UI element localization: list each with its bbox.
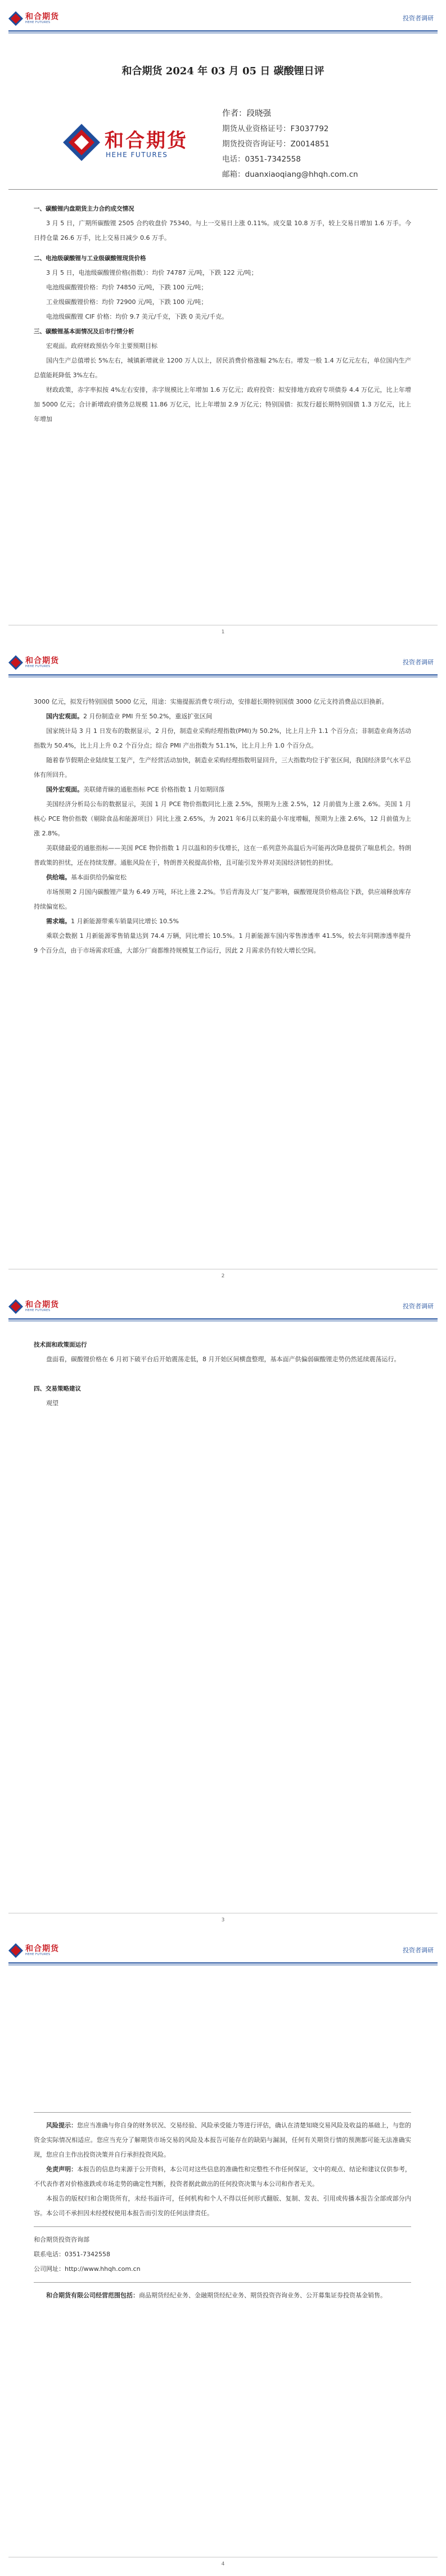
- contact-phone: 联系电话：0351-7342558: [34, 2251, 110, 2258]
- paragraph: [34, 870, 411, 885]
- header-logo: [8, 10, 59, 29]
- page-2: [0, 644, 446, 1288]
- paragraph: [34, 753, 411, 782]
- paragraph: 电池级碳酸锂 CIF 价格：均价 9.7 美元/千克，下跌 0 美元/千克。: [46, 313, 228, 320]
- cover-logo-diamond-icon: [63, 124, 100, 161]
- header-logo: [8, 1298, 59, 1317]
- brand-name: 和合期货: [25, 656, 59, 665]
- section-title: 技术面和政策面运行: [34, 1341, 87, 1348]
- para-text: 基本面供给仍偏宽松: [71, 874, 127, 881]
- logo-diamond-icon: [8, 655, 23, 670]
- license-number: 期货从业资格证号：F3037792: [222, 124, 329, 133]
- report-tag: 投资者调研: [403, 15, 434, 22]
- brand-name: 和合期货: [25, 1300, 59, 1309]
- page2-body: [34, 695, 411, 958]
- paragraph: 盘面看，碳酸锂价格在 6 月初下破平台后开始震荡走低，8 月开始区间横盘整理，基本面产供偏弱碳酸锂走势仍然延续震荡运行。: [46, 1356, 400, 1363]
- brand-name: 和合期货: [25, 12, 59, 21]
- email: 邮箱：duanxiaoqiang@hhqh.com.cn: [222, 170, 358, 179]
- page-3: [0, 1288, 446, 1932]
- logo-diamond-icon: [8, 1299, 23, 1314]
- company-scope-label: 和合期货有限公司经营范围包括：: [46, 2292, 139, 2299]
- brand-name-en: HEHE FUTURES: [25, 21, 51, 24]
- para-lead: 国外宏观面。: [46, 786, 83, 793]
- page1-body: [34, 202, 411, 427]
- disclaimer-text: 本报告的信息均来源于公开资料，本公司对这些信息的准确性和完整性不作任何保证，文中的观点、结论和建议仅供参考，不代表作者对价格涨跌或市场走势的确定性判断，投资者据此做出的任何投资决策与本公司和作者无关。: [34, 2166, 411, 2188]
- info-rule: [8, 189, 438, 190]
- logo-diamond-icon: [8, 11, 23, 26]
- paragraph: 电池级碳酸锂价格：均价 74850 元/吨，下跌 100 元/吨；: [46, 284, 208, 291]
- paragraph: 3 月 5 日，电池级碳酸锂价格(指数）：均价 74787 元/吨，下跌 122 元/吨；: [46, 269, 258, 276]
- company-website[interactable]: 公司网址：http://www.hhqh.com.cn: [34, 2265, 141, 2273]
- paragraph: [34, 841, 411, 870]
- logo-diamond-icon: [8, 1943, 23, 1958]
- header-rule: [8, 30, 438, 32]
- report-tag: 投资者调研: [403, 1303, 434, 1310]
- paragraph: 财政政策，赤字率拟按 4%左右安排，赤字规模比上年增加 1.6 万亿元；政府投资：拟安排地方政府专项债券 4.4 万亿元，比上年增加 5000 亿元；合计新增政府债务总规模 11.86 万亿元，比上年增加 2.9 万亿元；特别国债：拟发行超长期特别国债 1.3 万亿元，比上年增加: [34, 386, 411, 423]
- paragraph: [34, 885, 411, 914]
- paragraph: [34, 782, 411, 797]
- header-rule: [8, 1962, 438, 1964]
- para-text: 市场预期 2 月国内碳酸锂产量为 6.49 万吨，环比上涨 2.2%。节后青海及大厂复产影响，碳酸锂现货价格高位下跌，供应端释放库存持续偏宽松。: [34, 888, 411, 910]
- brand-name-en: HEHE FUTURES: [25, 665, 51, 668]
- paragraph: [34, 724, 411, 753]
- cover-logo: [63, 119, 198, 170]
- paragraph: [34, 797, 411, 841]
- section-title: 三、碳酸锂基本面情况及后市行情分析: [34, 328, 134, 335]
- section-title: 四、交易策略建议: [34, 1385, 81, 1392]
- para-text: 乘联会数据 1 月新能源零售销量达到 74.4 万辆，同比增长 10.5%。1 月新能源车国内零售渗透率 41.5%，较去年同期渗透率提升 9 个百分点，由于市场需求旺盛，大部分厂商都维持规模复工作运行，因此 2 月需求仍有较大增长空间。: [34, 932, 411, 954]
- page-number: 1: [221, 629, 225, 635]
- header-logo: [8, 1942, 59, 1961]
- copyright-notice: 本报告的版权归和合期货所有，未经书面许可，任何机构和个人不得以任何形式翻版、复制、发表、引用或传播本报告全部或部分内容。本公司不承担因未经授权使用本报告而引发的任何法律责任。: [34, 2195, 411, 2217]
- page3-body: [34, 1338, 411, 1411]
- phone: 电话：0351-7342558: [222, 155, 301, 164]
- brand-name-en: HEHE FUTURES: [25, 1953, 51, 1956]
- risk-warning-label: 风险提示：: [46, 2122, 77, 2129]
- para-text: 国家统计局 3 月 1 日发布的数据显示，2 月份，制造业采购经理指数(PMI)为 50.2%，比上月上升 1.1 个百分点；非制造业商务活动指数为 50.4%，比上月上升 0.2 个百分点；综合 PMI 产出指数为 51.1%，比上月上升 1.0 个百分点。: [34, 727, 411, 749]
- para-text: 美联储最爱的通胀指标——美国 PCE 物价指数 1 月以温和的步伐增长，这在一系列意外高温后为可能再次降息提供了喘息机会。特朗普政策的担忧，还在持续发酵。通胀风险在于，特朗普关税提高价格，且可能引发外界对美国经济韧性的担忧。: [34, 844, 411, 866]
- header-rule: [8, 674, 438, 676]
- disclaimer-label: 免责声明：: [46, 2166, 77, 2173]
- section-title: 一、碳酸锂内盘期货主力合约成交情况: [34, 205, 134, 212]
- risk-warning: [34, 2118, 411, 2162]
- paragraph: [34, 695, 411, 709]
- paragraph: 宏观面。政府财政预估今年主要预期目标: [46, 342, 157, 350]
- para-text: 3000 亿元，拟发行特别国债 5000 亿元，用途：实施提振消费专项行动，安排超长期特别国债 3000 亿元支持消费品以旧换新。: [34, 698, 388, 705]
- disclaimer: [34, 2162, 411, 2192]
- page-number: 4: [221, 2561, 225, 2567]
- para-text: 美国经济分析局公布的数据显示，美国 1 月 PCE 物价指数同比上涨 2.5%，预期为上涨 2.5%，12 月前值为上涨 2.6%。美国 1 月核心 PCE 物价指数（剔除食品和能源项目）同比上涨 2.65%，为 2021 年6月以来的最小年度增幅，预期为上涨 2.6%，12 月前值为上涨 2.8%。: [34, 800, 411, 837]
- paragraph: 3 月 5 日，广期所碳酸锂 2505 合约收盘价 75340。与上一交易日上涨 0.11%。成交量 10.8 万手，较上交易日增加 1.6 万手。今日持仓量 26.6 万手，比上交易日减少 0.6 万手。: [34, 220, 411, 242]
- company-scope: [34, 2288, 411, 2303]
- page-number: 2: [221, 1273, 225, 1279]
- report-title: 和合期货 2024 年 03 月 05 日 碳酸锂日评: [121, 65, 325, 77]
- author-info: [222, 107, 408, 183]
- para-text: 2 月份制造业 PMI 升至 50.2%，重返扩张区间: [83, 713, 213, 720]
- paragraph: 工业级碳酸锂价格：均价 72900 元/吨，下跌 100 元/吨；: [46, 298, 208, 306]
- invest-license-number: 期货投资咨询证号：Z0014851: [222, 140, 330, 149]
- para-lead: 国内宏观面。: [46, 713, 83, 720]
- report-tag: 投资者调研: [403, 659, 434, 666]
- company-scope-text: 商品期货经纪业务、金融期货经纪业务、期货投资咨询业务、公开募集证券投资基金销售。: [139, 2292, 386, 2299]
- report-tag: 投资者调研: [403, 1947, 434, 1954]
- risk-warning-text: 您应当准确与你自身的财务状况、交易经验、风险承受能力等进行评估，确认在清楚知晓交易风险及收益的基础上，与您的资金实际情况相适应。您应当充分了解期货市场交易的风险及本报告可能存在的缺陷与漏洞，任何有关期货行情的预测都可能无法准确实现，您应自主作出投资决策并自行承担投资风险。: [34, 2122, 411, 2158]
- para-text: 美联储青睐的通胀指标 PCE 价格指数 1 月如期回落: [83, 786, 225, 793]
- page-1: [0, 0, 446, 644]
- paragraph: 观望: [46, 1399, 58, 1407]
- cover-brand-name: 和合期货: [105, 129, 188, 152]
- page-4: [0, 1932, 446, 2576]
- cover-brand-name-en: HEHE FUTURES: [106, 151, 168, 159]
- section-rule: [34, 2282, 411, 2283]
- section-title: 二、电池级碳酸锂与工业级碳酸锂现货价格: [34, 255, 146, 262]
- para-text: 随着春节假期企业陆续复工复产，生产经营活动加快，制造业采购经理指数明显回升，三大指数均位于扩张区间，我国经济景气水平总体有所回升。: [34, 757, 411, 779]
- paragraph: [34, 709, 411, 724]
- paragraph: [34, 929, 411, 958]
- department-name: 和合期货投资咨询部: [34, 2236, 89, 2243]
- brand-name-en: HEHE FUTURES: [25, 1309, 51, 1312]
- para-lead: 需求端。: [46, 918, 71, 925]
- header-logo: [8, 654, 59, 673]
- paragraph: [34, 914, 411, 929]
- para-text: 1 月新能源带乘车销量同比增长 10.5%: [71, 918, 179, 925]
- para-lead: 供给端。: [46, 874, 71, 881]
- section-rule: [34, 2226, 411, 2227]
- header-rule: [8, 1318, 438, 1320]
- paragraph: 国内生产总值增长 5%左右，城镇新增就业 1200 万人以上，居民消费价格涨幅 2%左右。增发一般 1.4 万亿元左右，单位国内生产总值能耗降低 3%左右。: [34, 357, 411, 379]
- page-number: 3: [221, 1917, 225, 1923]
- brand-name: 和合期货: [25, 1944, 59, 1953]
- author: 作者：段晓强: [222, 109, 271, 118]
- section-rule: [34, 2112, 411, 2113]
- page4-body: [34, 2107, 411, 2303]
